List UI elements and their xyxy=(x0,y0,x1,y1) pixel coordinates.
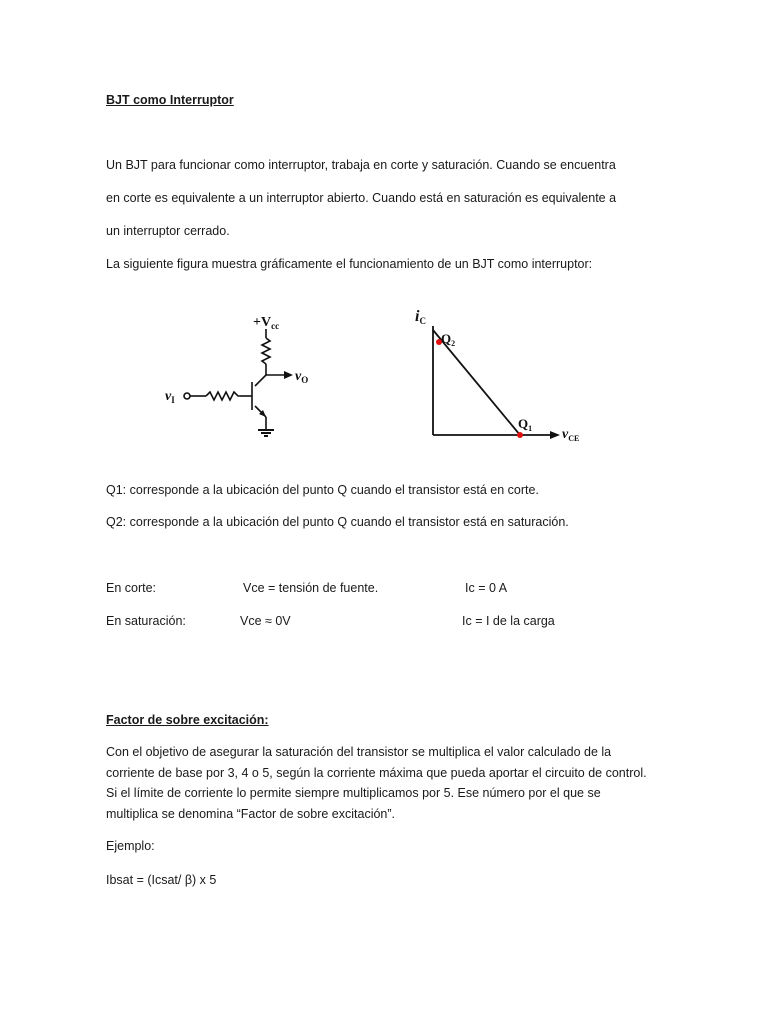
factor-heading: Factor de sobre excitación: xyxy=(106,713,269,727)
page-title: BJT como Interruptor xyxy=(106,93,234,107)
q2-label: $Q_2$ xyxy=(441,331,456,348)
factor-line-1: Con el objetivo de asegurar la saturación del transistor se multiplica el valor calculado de la xyxy=(106,745,612,759)
intro-line-4: La siguiente figura muestra gráficamente el funcionamiento de un BJT como interruptor: xyxy=(106,257,593,271)
q1-point xyxy=(517,432,523,438)
vo-label: $v_O$ xyxy=(295,369,309,385)
example-label: Ejemplo: xyxy=(106,839,155,853)
saturacion-ic: Ic = I de la carga xyxy=(462,614,555,628)
corte-vce: Vce = tensión de fuente. xyxy=(243,581,379,595)
q1-label: $Q_1$ xyxy=(518,416,533,433)
intro-line-2: en corte es equivalente a un interruptor abierto. Cuando está en saturación es equivalente a xyxy=(106,191,617,205)
q1-description: Q1: corresponde a la ubicación del punto Q cuando el transistor está en corte. xyxy=(106,483,539,497)
saturacion-vce: Vce ≈ 0V xyxy=(240,614,291,628)
intro-line-1: Un BJT para funcionar como interruptor, trabaja en corte y saturación. Cuando se encuentra xyxy=(106,158,616,172)
factor-line-2: corriente de base por 3, 4 o 5, según la corriente máxima que pueda aportar el circuito de control. xyxy=(106,766,647,780)
load-line-graph xyxy=(415,308,579,443)
factor-line-3: Si el límite de corriente lo permite siempre multiplicamos por 5. Ese número por el que se xyxy=(106,786,601,800)
corte-ic: Ic = 0 A xyxy=(465,581,508,595)
factor-line-4: multiplica se denomina “Factor de sobre excitación”. xyxy=(106,807,396,821)
bjt-switch-figure xyxy=(150,298,590,458)
vi-label: $v_I$ xyxy=(165,389,175,405)
vcc-label: $+V_{cc}$ xyxy=(253,315,280,331)
ic-axis-label: iC xyxy=(415,308,426,326)
formula: Ibsat = (Icsat/ β) x 5 xyxy=(106,873,217,887)
intro-line-3: un interruptor cerrado. xyxy=(106,224,230,238)
q2-description: Q2: corresponde a la ubicación del punto Q cuando el transistor está en saturación. xyxy=(106,515,569,529)
corte-label: En corte: xyxy=(106,581,157,595)
vce-axis-label: $v_{CE}$ xyxy=(562,427,580,443)
saturacion-label: En saturación: xyxy=(106,614,186,628)
bjt-circuit-diagram xyxy=(165,315,308,436)
